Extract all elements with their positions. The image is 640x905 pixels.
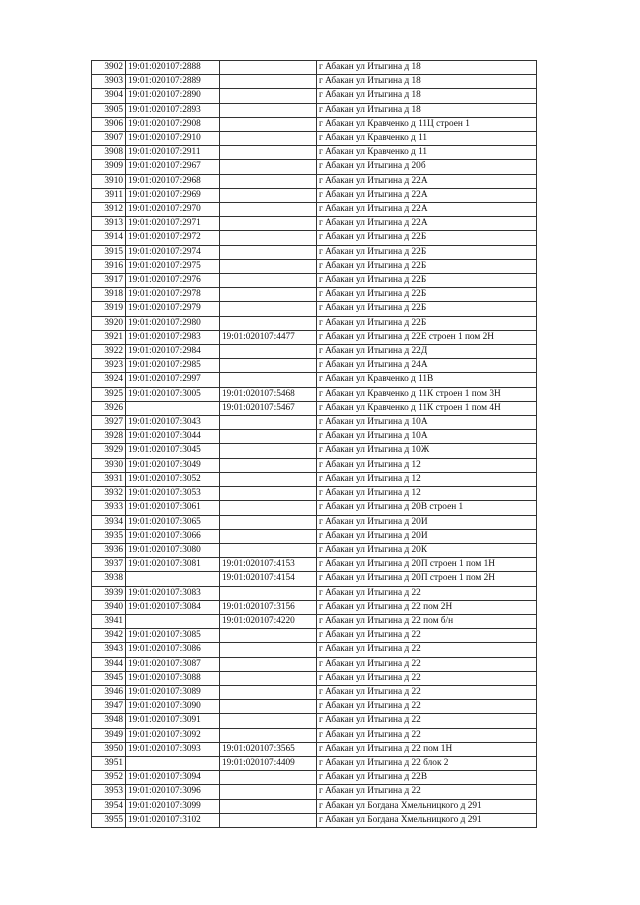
related-cadastral-number-cell xyxy=(220,416,317,430)
table-row xyxy=(92,515,537,529)
address-cell: г Абакан ул Итыгина д 22А xyxy=(317,217,537,231)
address-cell: г Абакан ул Итыгина д 22 xyxy=(317,671,537,685)
address-cell: г Абакан ул Итыгина д 22Б xyxy=(317,259,537,273)
row-number-cell: 3942 xyxy=(92,629,126,643)
address-cell: г Абакан ул Итыгина д 22Д xyxy=(317,345,537,359)
cadastral-number-cell: 19:01:020107:2985 xyxy=(126,359,220,373)
cadastral-number-cell: 19:01:020107:2983 xyxy=(126,330,220,344)
table-row xyxy=(92,245,537,259)
table-row xyxy=(92,629,537,643)
row-number-cell: 3929 xyxy=(92,444,126,458)
table-row xyxy=(92,316,537,330)
row-number-cell: 3932 xyxy=(92,487,126,501)
related-cadastral-number-cell xyxy=(220,771,317,785)
table-row xyxy=(92,430,537,444)
address-cell: г Абакан ул Итыгина д 22 пом б/н xyxy=(317,614,537,628)
row-number-cell: 3922 xyxy=(92,345,126,359)
table-row xyxy=(92,89,537,103)
table-row xyxy=(92,117,537,131)
cadastral-number-cell: 19:01:020107:3088 xyxy=(126,671,220,685)
related-cadastral-number-cell xyxy=(220,529,317,543)
row-number-cell: 3937 xyxy=(92,558,126,572)
cadastral-number-cell: 19:01:020107:2972 xyxy=(126,231,220,245)
table-row xyxy=(92,259,537,273)
address-cell: г Абакан ул Итыгина д 22 пом 1Н xyxy=(317,742,537,756)
related-cadastral-number-cell xyxy=(220,203,317,217)
related-cadastral-number-cell xyxy=(220,146,317,160)
row-number-cell: 3927 xyxy=(92,416,126,430)
related-cadastral-number-cell xyxy=(220,245,317,259)
related-cadastral-number-cell: 19:01:020107:4409 xyxy=(220,756,317,770)
address-cell: г Абакан ул Итыгина д 20В строен 1 xyxy=(317,501,537,515)
related-cadastral-number-cell xyxy=(220,458,317,472)
row-number-cell: 3921 xyxy=(92,330,126,344)
cadastral-number-cell: 19:01:020107:2980 xyxy=(126,316,220,330)
address-cell: г Абакан ул Итыгина д 22 xyxy=(317,728,537,742)
cadastral-number-cell: 19:01:020107:3045 xyxy=(126,444,220,458)
address-cell: г Абакан ул Итыгина д 22Б xyxy=(317,245,537,259)
related-cadastral-number-cell xyxy=(220,430,317,444)
row-number-cell: 3910 xyxy=(92,174,126,188)
cadastral-number-cell: 19:01:020107:2978 xyxy=(126,288,220,302)
row-number-cell: 3941 xyxy=(92,614,126,628)
cadastral-number-cell: 19:01:020107:2893 xyxy=(126,103,220,117)
address-cell: г Абакан ул Итыгина д 22 xyxy=(317,785,537,799)
related-cadastral-number-cell xyxy=(220,799,317,813)
table-row xyxy=(92,600,537,614)
table-row xyxy=(92,373,537,387)
address-cell: г Абакан ул Итыгина д 18 xyxy=(317,103,537,117)
address-cell: г Абакан ул Итыгина д 22А xyxy=(317,174,537,188)
cadastral-number-cell: 19:01:020107:3092 xyxy=(126,728,220,742)
cadastral-number-cell: 19:01:020107:2911 xyxy=(126,146,220,160)
row-number-cell: 3918 xyxy=(92,288,126,302)
related-cadastral-number-cell xyxy=(220,714,317,728)
related-cadastral-number-cell xyxy=(220,217,317,231)
table-row xyxy=(92,103,537,117)
address-cell: г Абакан ул Итыгина д 22Б xyxy=(317,288,537,302)
cadastral-number-cell: 19:01:020107:3061 xyxy=(126,501,220,515)
row-number-cell: 3911 xyxy=(92,188,126,202)
address-cell: г Абакан ул Итыгина д 22Б xyxy=(317,316,537,330)
cadastral-number-cell xyxy=(126,401,220,415)
related-cadastral-number-cell xyxy=(220,643,317,657)
table-row xyxy=(92,700,537,714)
cadastral-number-cell: 19:01:020107:2976 xyxy=(126,274,220,288)
address-cell: г Абакан ул Богдана Хмельницкого д 291 xyxy=(317,813,537,827)
related-cadastral-number-cell xyxy=(220,132,317,146)
row-number-cell: 3904 xyxy=(92,89,126,103)
related-cadastral-number-cell xyxy=(220,259,317,273)
row-number-cell: 3952 xyxy=(92,771,126,785)
row-number-cell: 3916 xyxy=(92,259,126,273)
address-cell: г Абакан ул Итыгина д 10А xyxy=(317,430,537,444)
related-cadastral-number-cell xyxy=(220,274,317,288)
cadastral-number-cell: 19:01:020107:2888 xyxy=(126,61,220,75)
cadastral-number-cell: 19:01:020107:2979 xyxy=(126,302,220,316)
table-row xyxy=(92,188,537,202)
cadastral-number-cell: 19:01:020107:2997 xyxy=(126,373,220,387)
related-cadastral-number-cell xyxy=(220,188,317,202)
table-row xyxy=(92,359,537,373)
cadastral-number-cell: 19:01:020107:2984 xyxy=(126,345,220,359)
related-cadastral-number-cell xyxy=(220,586,317,600)
related-cadastral-number-cell xyxy=(220,472,317,486)
table-row xyxy=(92,614,537,628)
row-number-cell: 3935 xyxy=(92,529,126,543)
table-row xyxy=(92,742,537,756)
address-cell: г Абакан ул Итыгина д 22В xyxy=(317,771,537,785)
cadastral-number-cell: 19:01:020107:2968 xyxy=(126,174,220,188)
related-cadastral-number-cell xyxy=(220,359,317,373)
cadastral-number-cell: 19:01:020107:3005 xyxy=(126,387,220,401)
address-cell: г Абакан ул Итыгина д 12 xyxy=(317,472,537,486)
row-number-cell: 3938 xyxy=(92,572,126,586)
cadastral-number-cell: 19:01:020107:2967 xyxy=(126,160,220,174)
cadastral-number-cell: 19:01:020107:3053 xyxy=(126,487,220,501)
table-row xyxy=(92,671,537,685)
cadastral-number-cell: 19:01:020107:3090 xyxy=(126,700,220,714)
cadastral-number-cell: 19:01:020107:3087 xyxy=(126,657,220,671)
address-cell: г Абакан ул Итыгина д 22 пом 2Н xyxy=(317,600,537,614)
address-cell: г Абакан ул Итыгина д 22 xyxy=(317,700,537,714)
cadastral-number-cell: 19:01:020107:2910 xyxy=(126,132,220,146)
address-cell: г Абакан ул Кравченко д 11 xyxy=(317,132,537,146)
table-row xyxy=(92,756,537,770)
table-row xyxy=(92,231,537,245)
address-cell: г Абакан ул Кравченко д 11Ц строен 1 xyxy=(317,117,537,131)
address-cell: г Абакан ул Итыгина д 22 xyxy=(317,657,537,671)
table-row xyxy=(92,217,537,231)
table-row xyxy=(92,160,537,174)
cadastral-number-cell: 19:01:020107:3052 xyxy=(126,472,220,486)
table-row xyxy=(92,813,537,827)
address-cell: г Абакан ул Итыгина д 18 xyxy=(317,75,537,89)
related-cadastral-number-cell xyxy=(220,487,317,501)
cadastral-number-cell: 19:01:020107:2908 xyxy=(126,117,220,131)
table-row xyxy=(92,330,537,344)
table-row xyxy=(92,458,537,472)
table-row xyxy=(92,728,537,742)
row-number-cell: 3933 xyxy=(92,501,126,515)
address-cell: г Абакан ул Итыгина д 24А xyxy=(317,359,537,373)
address-cell: г Абакан ул Итыгина д 20И xyxy=(317,529,537,543)
row-number-cell: 3954 xyxy=(92,799,126,813)
table-row xyxy=(92,472,537,486)
table-row xyxy=(92,345,537,359)
address-cell: г Абакан ул Итыгина д 22А xyxy=(317,203,537,217)
cadastral-number-cell: 19:01:020107:3093 xyxy=(126,742,220,756)
row-number-cell: 3906 xyxy=(92,117,126,131)
row-number-cell: 3923 xyxy=(92,359,126,373)
row-number-cell: 3950 xyxy=(92,742,126,756)
row-number-cell: 3931 xyxy=(92,472,126,486)
address-cell: г Абакан ул Итыгина д 22Е строен 1 пом 2Н xyxy=(317,330,537,344)
table-row xyxy=(92,572,537,586)
address-cell: г Абакан ул Итыгина д 12 xyxy=(317,487,537,501)
row-number-cell: 3924 xyxy=(92,373,126,387)
cadastral-number-cell: 19:01:020107:3044 xyxy=(126,430,220,444)
address-cell: г Абакан ул Кравченко д 11В xyxy=(317,373,537,387)
row-number-cell: 3951 xyxy=(92,756,126,770)
related-cadastral-number-cell xyxy=(220,174,317,188)
cadastral-number-cell: 19:01:020107:3089 xyxy=(126,685,220,699)
address-cell: г Абакан ул Итыгина д 20П строен 1 пом 1Н xyxy=(317,558,537,572)
row-number-cell: 3909 xyxy=(92,160,126,174)
address-cell: г Абакан ул Кравченко д 11 xyxy=(317,146,537,160)
row-number-cell: 3936 xyxy=(92,543,126,557)
address-cell: г Абакан ул Итыгина д 22 xyxy=(317,714,537,728)
address-cell: г Абакан ул Итыгина д 22 блок 2 xyxy=(317,756,537,770)
cadastral-number-cell: 19:01:020107:3049 xyxy=(126,458,220,472)
table-row xyxy=(92,387,537,401)
row-number-cell: 3912 xyxy=(92,203,126,217)
table-row xyxy=(92,61,537,75)
row-number-cell: 3939 xyxy=(92,586,126,600)
row-number-cell: 3943 xyxy=(92,643,126,657)
table-row xyxy=(92,146,537,160)
table-row xyxy=(92,444,537,458)
related-cadastral-number-cell: 19:01:020107:4154 xyxy=(220,572,317,586)
row-number-cell: 3946 xyxy=(92,685,126,699)
related-cadastral-number-cell xyxy=(220,515,317,529)
table-row xyxy=(92,302,537,316)
row-number-cell: 3905 xyxy=(92,103,126,117)
address-cell: г Абакан ул Итыгина д 20И xyxy=(317,515,537,529)
related-cadastral-number-cell xyxy=(220,345,317,359)
related-cadastral-number-cell xyxy=(220,543,317,557)
related-cadastral-number-cell xyxy=(220,302,317,316)
cadastral-number-cell: 19:01:020107:2974 xyxy=(126,245,220,259)
row-number-cell: 3934 xyxy=(92,515,126,529)
row-number-cell: 3948 xyxy=(92,714,126,728)
address-cell: г Абакан ул Итыгина д 20К xyxy=(317,543,537,557)
address-cell: г Абакан ул Кравченко д 11К строен 1 пом 3Н xyxy=(317,387,537,401)
cadastral-number-cell: 19:01:020107:3080 xyxy=(126,543,220,557)
table-row xyxy=(92,487,537,501)
table-row xyxy=(92,416,537,430)
address-cell: г Абакан ул Итыгина д 12 xyxy=(317,458,537,472)
cadastral-number-cell: 19:01:020107:3066 xyxy=(126,529,220,543)
table-row xyxy=(92,274,537,288)
table-row xyxy=(92,132,537,146)
row-number-cell: 3920 xyxy=(92,316,126,330)
related-cadastral-number-cell: 19:01:020107:3565 xyxy=(220,742,317,756)
table-row xyxy=(92,203,537,217)
address-cell: г Абакан ул Итыгина д 22Б xyxy=(317,231,537,245)
table-row xyxy=(92,288,537,302)
table-row xyxy=(92,401,537,415)
related-cadastral-number-cell xyxy=(220,288,317,302)
cadastral-number-cell xyxy=(126,572,220,586)
related-cadastral-number-cell xyxy=(220,813,317,827)
cadastral-number-cell: 19:01:020107:3102 xyxy=(126,813,220,827)
cadastral-number-cell: 19:01:020107:2971 xyxy=(126,217,220,231)
row-number-cell: 3949 xyxy=(92,728,126,742)
related-cadastral-number-cell xyxy=(220,231,317,245)
related-cadastral-number-cell xyxy=(220,785,317,799)
cadastral-number-cell: 19:01:020107:3099 xyxy=(126,799,220,813)
cadastral-number-cell: 19:01:020107:2975 xyxy=(126,259,220,273)
row-number-cell: 3953 xyxy=(92,785,126,799)
table-row xyxy=(92,543,537,557)
cadastral-number-cell xyxy=(126,756,220,770)
related-cadastral-number-cell xyxy=(220,373,317,387)
related-cadastral-number-cell xyxy=(220,700,317,714)
table-row xyxy=(92,785,537,799)
table-row xyxy=(92,714,537,728)
address-cell: г Абакан ул Богдана Хмельницкого д 291 xyxy=(317,799,537,813)
row-number-cell: 3940 xyxy=(92,600,126,614)
row-number-cell: 3908 xyxy=(92,146,126,160)
table-row xyxy=(92,75,537,89)
address-cell: г Абакан ул Итыгина д 22 xyxy=(317,629,537,643)
address-cell: г Абакан ул Итыгина д 22Б xyxy=(317,274,537,288)
related-cadastral-number-cell xyxy=(220,160,317,174)
cadastral-number-cell: 19:01:020107:2970 xyxy=(126,203,220,217)
cadastral-number-cell: 19:01:020107:3085 xyxy=(126,629,220,643)
row-number-cell: 3917 xyxy=(92,274,126,288)
cadastral-number-cell: 19:01:020107:3083 xyxy=(126,586,220,600)
row-number-cell: 3926 xyxy=(92,401,126,415)
related-cadastral-number-cell: 19:01:020107:5468 xyxy=(220,387,317,401)
row-number-cell: 3928 xyxy=(92,430,126,444)
related-cadastral-number-cell xyxy=(220,103,317,117)
table-row xyxy=(92,586,537,600)
address-cell: г Абакан ул Итыгина д 18 xyxy=(317,89,537,103)
address-cell: г Абакан ул Итыгина д 22 xyxy=(317,685,537,699)
address-cell: г Абакан ул Итыгина д 22 xyxy=(317,586,537,600)
related-cadastral-number-cell xyxy=(220,89,317,103)
related-cadastral-number-cell xyxy=(220,728,317,742)
table-row xyxy=(92,643,537,657)
related-cadastral-number-cell xyxy=(220,629,317,643)
cadastral-number-cell: 19:01:020107:3081 xyxy=(126,558,220,572)
cadastral-number-cell: 19:01:020107:3086 xyxy=(126,643,220,657)
related-cadastral-number-cell: 19:01:020107:4477 xyxy=(220,330,317,344)
related-cadastral-number-cell xyxy=(220,316,317,330)
related-cadastral-number-cell xyxy=(220,117,317,131)
cadastral-number-cell: 19:01:020107:3094 xyxy=(126,771,220,785)
row-number-cell: 3902 xyxy=(92,61,126,75)
address-cell: г Абакан ул Итыгина д 18 xyxy=(317,61,537,75)
related-cadastral-number-cell: 19:01:020107:4153 xyxy=(220,558,317,572)
table-row xyxy=(92,529,537,543)
cadastral-number-cell: 19:01:020107:2969 xyxy=(126,188,220,202)
row-number-cell: 3915 xyxy=(92,245,126,259)
row-number-cell: 3903 xyxy=(92,75,126,89)
related-cadastral-number-cell xyxy=(220,501,317,515)
address-cell: г Абакан ул Итыгина д 22Б xyxy=(317,302,537,316)
table-row xyxy=(92,174,537,188)
row-number-cell: 3947 xyxy=(92,700,126,714)
address-cell: г Абакан ул Кравченко д 11К строен 1 пом 4Н xyxy=(317,401,537,415)
cadastral-number-cell: 19:01:020107:3091 xyxy=(126,714,220,728)
row-number-cell: 3925 xyxy=(92,387,126,401)
address-cell: г Абакан ул Итыгина д 22А xyxy=(317,188,537,202)
address-cell: г Абакан ул Итыгина д 10А xyxy=(317,416,537,430)
cadastral-register-table xyxy=(91,60,537,828)
related-cadastral-number-cell xyxy=(220,444,317,458)
cadastral-number-cell: 19:01:020107:3096 xyxy=(126,785,220,799)
row-number-cell: 3944 xyxy=(92,657,126,671)
row-number-cell: 3914 xyxy=(92,231,126,245)
row-number-cell: 3907 xyxy=(92,132,126,146)
row-number-cell: 3955 xyxy=(92,813,126,827)
cadastral-number-cell: 19:01:020107:3043 xyxy=(126,416,220,430)
related-cadastral-number-cell xyxy=(220,671,317,685)
related-cadastral-number-cell: 19:01:020107:4220 xyxy=(220,614,317,628)
table-row xyxy=(92,685,537,699)
row-number-cell: 3913 xyxy=(92,217,126,231)
row-number-cell: 3930 xyxy=(92,458,126,472)
related-cadastral-number-cell xyxy=(220,685,317,699)
table-row xyxy=(92,501,537,515)
table-row xyxy=(92,771,537,785)
row-number-cell: 3945 xyxy=(92,671,126,685)
related-cadastral-number-cell: 19:01:020107:3156 xyxy=(220,600,317,614)
related-cadastral-number-cell xyxy=(220,75,317,89)
address-cell: г Абакан ул Итыгина д 20П строен 1 пом 2Н xyxy=(317,572,537,586)
address-cell: г Абакан ул Итыгина д 20б xyxy=(317,160,537,174)
table-body xyxy=(92,61,537,828)
address-cell: г Абакан ул Итыгина д 22 xyxy=(317,643,537,657)
cadastral-number-cell: 19:01:020107:3065 xyxy=(126,515,220,529)
related-cadastral-number-cell xyxy=(220,61,317,75)
cadastral-number-cell: 19:01:020107:2890 xyxy=(126,89,220,103)
related-cadastral-number-cell: 19:01:020107:5467 xyxy=(220,401,317,415)
table-row xyxy=(92,558,537,572)
related-cadastral-number-cell xyxy=(220,657,317,671)
cadastral-number-cell xyxy=(126,614,220,628)
cadastral-number-cell: 19:01:020107:3084 xyxy=(126,600,220,614)
address-cell: г Абакан ул Итыгина д 10Ж xyxy=(317,444,537,458)
table-row xyxy=(92,799,537,813)
cadastral-number-cell: 19:01:020107:2889 xyxy=(126,75,220,89)
table-row xyxy=(92,657,537,671)
row-number-cell: 3919 xyxy=(92,302,126,316)
